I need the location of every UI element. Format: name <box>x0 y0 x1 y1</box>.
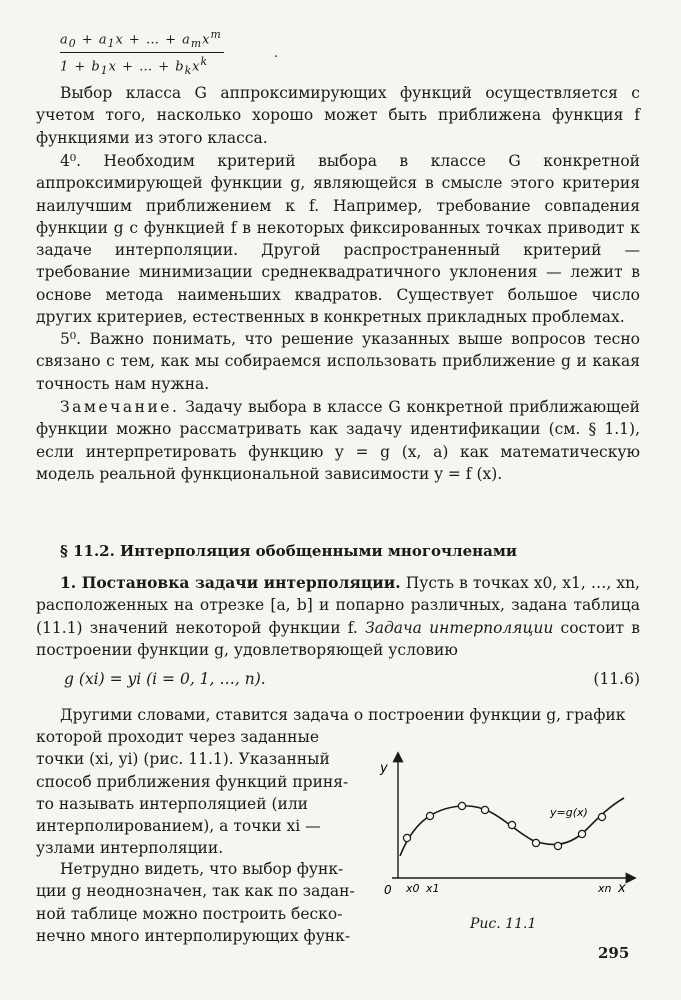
formula-end: . <box>274 46 279 61</box>
remark-text: Задачу выбора в классе G конкретной приближающей функции можно рассматривать как задачу идентификации (см. § 1.1), если интерпретировать функцию y = g (x, a) как математическую модель реальной функциональной зависимости y = f (x). <box>36 398 640 483</box>
narrow-line: Нетрудно видеть, что выбор функ- <box>60 860 344 878</box>
page-number: 295 <box>598 944 630 962</box>
interpolation-node <box>458 802 465 809</box>
narrow-line: ной таблице можно построить беско- <box>36 904 343 923</box>
paragraph-class-choice: Выбор класса G аппроксимирующих функций осуществляется с учетом того, насколько хорошо может быть приближена функция f функциями из этого класса. <box>36 84 640 147</box>
curve-label: y=g(x) <box>550 806 588 819</box>
tick-label-x0: x0 <box>406 882 420 895</box>
interpolation-node <box>598 813 605 820</box>
interpolation-node <box>481 806 488 813</box>
narrow-line: способ приближения функций приня- <box>36 772 349 791</box>
origin-label: 0 <box>384 883 392 897</box>
interpolation-node <box>554 842 561 849</box>
formula-denominator: $1 + b_1x$ + … + $b_kx^k$ <box>60 54 209 77</box>
paragraph-narrow-1 <box>36 726 362 860</box>
equation-text: g (xi) = yi (i = 0, 1, …, n). <box>64 670 266 688</box>
y-axis-label: y <box>380 761 388 776</box>
subsection-text-b: состоит в построении функции g, удовлетворяющей условию <box>36 618 640 659</box>
section-heading: § 11.2. Интерполяция обобщенными многочленами <box>60 542 518 560</box>
interpolation-node <box>532 839 539 846</box>
narrow-line: нечно много интерполирующих функ- <box>36 926 351 945</box>
narrow-line: ции g неоднозначен, так как по задан- <box>36 882 355 901</box>
paragraph-criterion: 4⁰. Необходим критерий выбора в классе G конкретной аппроксимирующей функции g, являющейся в смысле этого критерия наилучшим приближением к f. Например, требование совпадения функции g с функцией f в некоторых фиксированных точках приводит к задаче интерполяции. Другой распространенный критерий — требование минимизации среднеквадратичного уклонения — лежит в основе метода наименьших квадратов. Существует большое число других критериев, естественных в конкретных прикладных проблемах. <box>36 152 640 327</box>
interpolation-node <box>578 830 585 837</box>
equation-11-6 <box>36 668 640 690</box>
paragraph-importance: 5⁰. Важно понимать, что решение указанных выше вопросов тесно связано с тем, как мы собираемся использовать приближение g и какая точность нам нужна. <box>36 330 640 393</box>
interpolation-node <box>508 821 515 828</box>
subsection-text-a: Пусть в точках x0, x1, …, xn, расположенных на отрезке [a, b] и попарно различных, задана таблица (11.1) значений некоторой функции f. <box>36 574 640 637</box>
equation-number: (11.6) <box>593 670 640 688</box>
narrow-line: которой проходит через заданные <box>36 728 320 746</box>
remark-label: Замечание. <box>60 398 180 416</box>
formula-numerator: $a_0 + a_1x$ + … + $a_mx^m$ <box>60 28 224 53</box>
narrow-line: узлами интерполяции. <box>36 839 224 858</box>
paragraph-other-words: Другими словами, ставится задача о построении функции g, график <box>60 706 626 724</box>
subsection-label: 1. Постановка задачи интерполяции. <box>60 573 401 592</box>
rational-function-formula <box>60 28 279 77</box>
narrow-line: интерполированием), а точки xi — <box>36 817 321 836</box>
remark <box>36 396 640 485</box>
interpolation-node <box>426 812 433 819</box>
x-axis-label: x <box>618 881 626 896</box>
tick-label-x1: x1 <box>426 882 440 895</box>
interpolation-node <box>403 834 410 841</box>
subsection-paragraph <box>36 572 640 661</box>
tick-label-xn: xn <box>598 882 612 895</box>
figure-caption: Рис. 11.1 <box>470 916 537 932</box>
paragraph-narrow-2 <box>36 858 362 947</box>
interpolation-term: Задача интерполяции <box>365 618 554 637</box>
narrow-line: то называть интерполяцией (или <box>36 794 309 813</box>
narrow-line: точки (xi, yi) (рис. 11.1). Указанный <box>36 750 330 769</box>
